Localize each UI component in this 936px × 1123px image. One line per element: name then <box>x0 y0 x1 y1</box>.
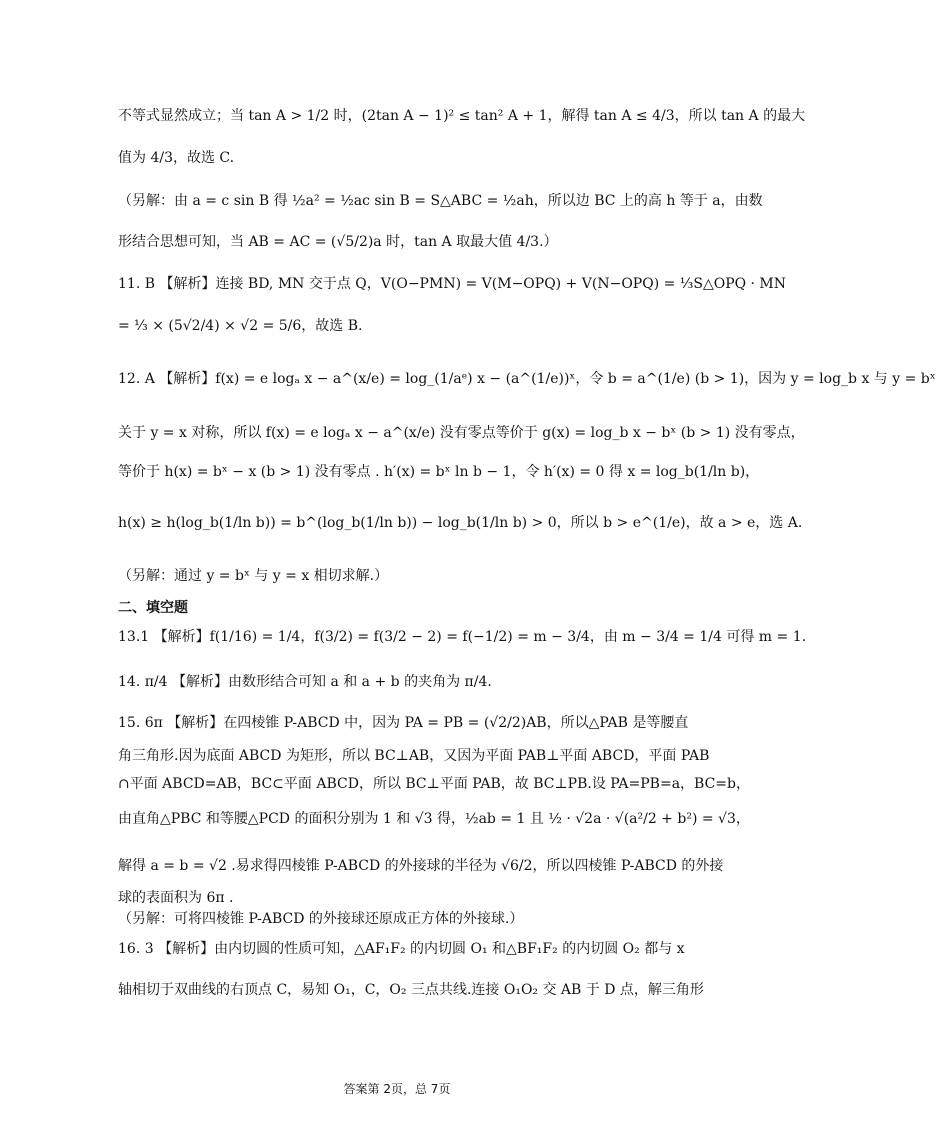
text-line-18: 由直角△PBC 和等腰△PCD 的面积分别为 1 和 √3 得，½ab = 1 且 ½ · √2a · √(a²/2 + b²) = √3， <box>118 811 750 827</box>
text-line-9: 等价于 h(x) = bˣ − x (b > 1) 没有零点 . h′(x) = bˣ ln b − 1，令 h′(x) = 0 得 x = log_b(1/ln b)， <box>118 464 760 480</box>
text-line-20: 球的表面积为 6π . <box>118 890 234 906</box>
text-line-11: （另解：通过 y = bˣ 与 y = x 相切求解.） <box>118 568 389 584</box>
text-line-15: 15. 6π 【解析】在四棱锥 P-ABCD 中，因为 PA = PB = (√2/2)AB，所以△PAB 是等腰直 <box>118 715 689 731</box>
text-line-4: 形结合思想可知，当 AB = AC = (√5/2)a 时，tan A 取最大值 4/3.） <box>118 234 558 250</box>
text-line-23: 轴相切于双曲线的右顶点 C，易知 O₁，C，O₂ 三点共线.连接 O₁O₂ 交 AB 于 D 点，解三角形 <box>118 982 704 998</box>
section-heading-fill-in: 二、填空题 <box>118 600 188 616</box>
text-line-16: 角三角形.因为底面 ABCD 为矩形，所以 BC⊥AB，又因为平面 PAB⊥平面 ABCD，平面 PAB <box>118 748 710 764</box>
text-line-22: 16. 3 【解析】由内切圆的性质可知，△AF₁F₂ 的内切圆 O₁ 和△BF₁F₂ 的内切圆 O₂ 都与 x <box>118 941 685 957</box>
text-line-5: 11. B 【解析】连接 BD, MN 交于点 Q，V(O−PMN) = V(M−OPQ) + V(N−OPQ) = ⅓S△OPQ · MN <box>118 276 787 292</box>
text-line-13: 13.1 【解析】f(1/16) = 1/4，f(3/2) = f(3/2 − 2) = f(−1/2) = m − 3/4，由 m − 3/4 = 1/4 可得 m = 1. <box>118 629 807 645</box>
text-line-7: 12. A 【解析】f(x) = e logₐ x − a^(x/e) = log_(1/aᵉ) x − (a^(1/e))ˣ，令 b = a^(1/e) (b > 1)，因为 y = log_b x 与 y = bˣ <box>118 371 936 387</box>
text-line-3: （另解：由 a = c sin B 得 ½a² = ½ac sin B = S△ABC = ½ah，所以边 BC 上的高 h 等于 a，由数 <box>118 193 763 209</box>
text-line-17: ∩平面 ABCD=AB，BC⊂平面 ABCD，所以 BC⊥平面 PAB，故 BC⊥PB.设 PA=PB=a，BC=b， <box>118 776 750 792</box>
text-line-19: 解得 a = b = √2 .易求得四棱锥 P-ABCD 的外接球的半径为 √6/2，所以四棱锥 P-ABCD 的外接 <box>118 858 724 874</box>
page-footer: 答案第 2页，总 7页 <box>343 1082 451 1096</box>
text-line-10: h(x) ≥ h(log_b(1/ln b)) = b^(log_b(1/ln b)) − log_b(1/ln b) > 0，所以 b > e^(1/e)，故 a > e，选 A. <box>118 515 803 531</box>
text-line-14: 14. π/4 【解析】由数形结合可知 a 和 a + b 的夹角为 π/4. <box>118 674 492 690</box>
text-line-6: = ⅓ × (5√2/4) × √2 = 5/6，故选 B. <box>118 318 363 334</box>
text-line-8: 关于 y = x 对称，所以 f(x) = e logₐ x − a^(x/e) 没有零点等价于 g(x) = log_b x − bˣ (b > 1) 没有零点， <box>118 425 805 441</box>
text-line-2: 值为 4/3，故选 C. <box>118 150 235 166</box>
text-line-1: 不等式显然成立；当 tan A > 1/2 时，(2tan A − 1)² ≤ tan² A + 1，解得 tan A ≤ 4/3，所以 tan A 的最大 <box>118 108 806 124</box>
text-line-21: （另解：可将四棱锥 P-ABCD 的外接球还原成正方体的外接球.） <box>118 911 524 927</box>
